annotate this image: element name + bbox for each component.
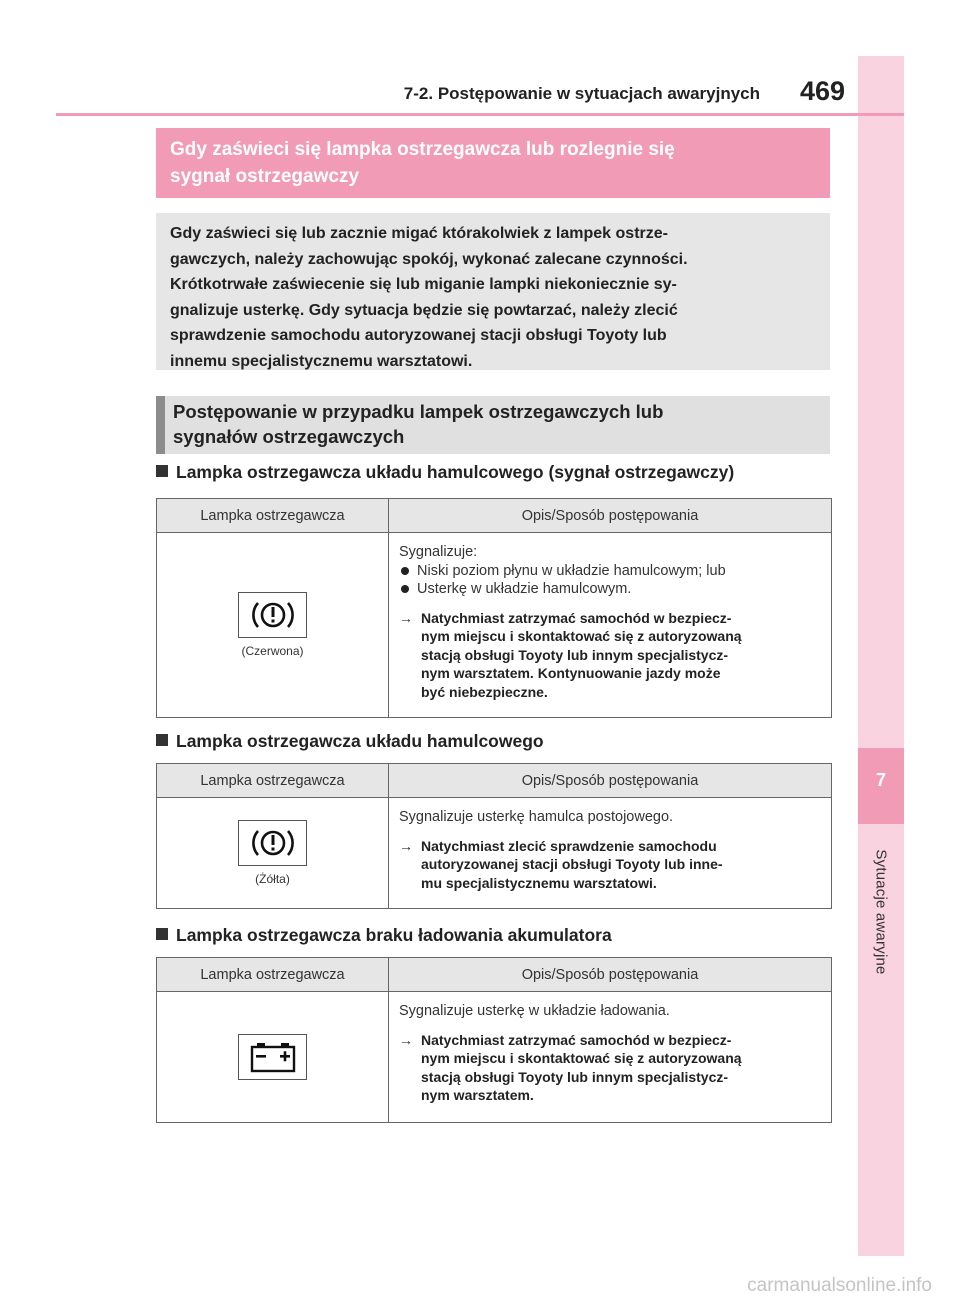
table-header-lamp: Lampka ostrzegawcza	[157, 764, 389, 797]
arrow-right-icon: →	[399, 837, 413, 854]
brake-warning-icon	[238, 820, 307, 866]
bullet-dot-icon	[401, 567, 409, 575]
section-banner	[156, 128, 830, 198]
table-header-lamp: Lampka ostrzegawcza	[157, 499, 389, 532]
square-bullet-icon	[156, 465, 168, 477]
footer-watermark: carmanualsonline.info	[747, 1275, 932, 1296]
description-intro: Sygnalizuje usterkę w układzie ładowania.	[399, 1003, 670, 1019]
action-line: nym warsztatem.	[421, 1087, 534, 1103]
table-header-row	[157, 764, 831, 798]
description-cell	[389, 533, 831, 717]
description-cell	[389, 992, 831, 1122]
action-line: być niebezpieczne.	[421, 683, 548, 700]
action-line: mu specjalistycznemu warsztatowi.	[421, 874, 657, 891]
table-brake-yellow	[156, 763, 832, 909]
intro-line: Krótkotrwałe zaświecenie się lub miganie lampki niekoniecznie sy-	[170, 276, 677, 293]
action-line: nym miejscu i skontaktować się z autoryzowaną	[421, 628, 742, 644]
section-title-line-1: Gdy zaświeci się lampka ostrzegawcza lub rozlegnie się	[170, 139, 675, 160]
lamp-cell	[157, 992, 389, 1122]
table-header-lamp: Lampka ostrzegawcza	[157, 958, 389, 991]
square-bullet-icon	[156, 928, 168, 940]
intro-line: innemu specjalistycznemu warsztatowi.	[170, 352, 473, 370]
icon-caption: (Czerwona)	[241, 644, 304, 658]
intro-line: sprawdzenie samochodu autoryzowanej stacji obsługi Toyoty lub	[170, 327, 667, 344]
description-cell	[389, 798, 831, 908]
square-bullet-icon	[156, 734, 168, 746]
bullet-item: Niski poziom płynu w układzie hamulcowym; lub	[399, 562, 821, 581]
lamp-cell	[157, 798, 389, 908]
bullet-item: Usterkę w układzie hamulcowym.	[399, 580, 821, 599]
action-line: Natychmiast zlecić sprawdzenie samochodu	[421, 837, 717, 854]
subsection-title-line-2: sygnałów ostrzegawczych	[173, 426, 405, 447]
table-header-description: Opis/Sposób postępowania	[521, 772, 699, 789]
table-header-description: Opis/Sposób postępowania	[521, 507, 699, 524]
intro-line: gawczych, należy zachowując spokój, wykonać zalecane czynności.	[170, 250, 688, 268]
action-line: Natychmiast zatrzymać samochód w bezpiecz-	[421, 1031, 732, 1048]
lamp-cell	[157, 533, 389, 717]
side-tab-strip	[858, 56, 904, 1256]
intro-line: Gdy zaświeci się lub zacznie migać którakolwiek z lampek ostrze-	[170, 225, 668, 242]
battery-icon	[238, 1034, 307, 1080]
table-row	[157, 798, 831, 908]
brake-warning-icon	[238, 592, 307, 638]
subsection-title-line-1: Postępowanie w przypadku lampek ostrzegawczych lub	[173, 401, 664, 422]
arrow-right-icon: →	[399, 1031, 413, 1048]
item-heading-battery: Lampka ostrzegawcza braku ładowania akumulatora	[156, 925, 612, 946]
action-line: nym warsztatem. Kontynuowanie jazdy może	[421, 665, 721, 681]
subsection-header	[156, 396, 830, 454]
section-title-line-2: sygnał ostrzegawczy	[170, 166, 360, 187]
action-instruction	[399, 837, 821, 893]
action-line: Natychmiast zatrzymać samochód w bezpiecz-	[421, 609, 732, 626]
action-line: nym miejscu i skontaktować się z autoryzowaną	[421, 1050, 742, 1066]
table-header-row	[157, 958, 831, 992]
arrow-right-icon: →	[399, 609, 413, 626]
action-line: stacją obsługi Toyoty lub innym specjalistycz-	[421, 646, 729, 663]
page-number: 469	[800, 76, 846, 106]
table-battery	[156, 957, 832, 1123]
action-line: stacją obsługi Toyoty lub innym specjalistycz-	[421, 1068, 729, 1085]
bullet-dot-icon	[401, 585, 409, 593]
header-rule	[56, 113, 904, 116]
action-instruction	[399, 609, 821, 702]
action-line: autoryzowanej stacji obsługi Toyoty lub inne-	[421, 856, 723, 872]
description-intro: Sygnalizuje:	[399, 544, 478, 560]
intro-line: gnalizuje usterkę. Gdy sytuacja będzie się powtarzać, należy zlecić	[170, 301, 678, 319]
item-heading-brake-yellow: Lampka ostrzegawcza układu hamulcowego	[156, 731, 544, 752]
table-header-description: Opis/Sposób postępowania	[521, 966, 699, 983]
table-row	[157, 533, 831, 717]
item-heading-brake-red: Lampka ostrzegawcza układu hamulcowego (sygnał ostrzegawczy)	[156, 462, 734, 483]
intro-box	[156, 213, 830, 370]
table-brake-red	[156, 498, 832, 718]
table-header-row	[157, 499, 831, 533]
icon-caption: (Żółta)	[255, 872, 290, 886]
table-row	[157, 992, 831, 1122]
header-title: 7-2. Postępowanie w sytuacjach awaryjnych	[403, 84, 760, 103]
side-tab-label: Sytuacje awaryjne	[872, 849, 890, 975]
action-instruction	[399, 1031, 821, 1105]
side-tab-chapter[interactable]: 7	[858, 748, 904, 824]
description-intro: Sygnalizuje usterkę hamulca postojowego.	[399, 809, 674, 825]
